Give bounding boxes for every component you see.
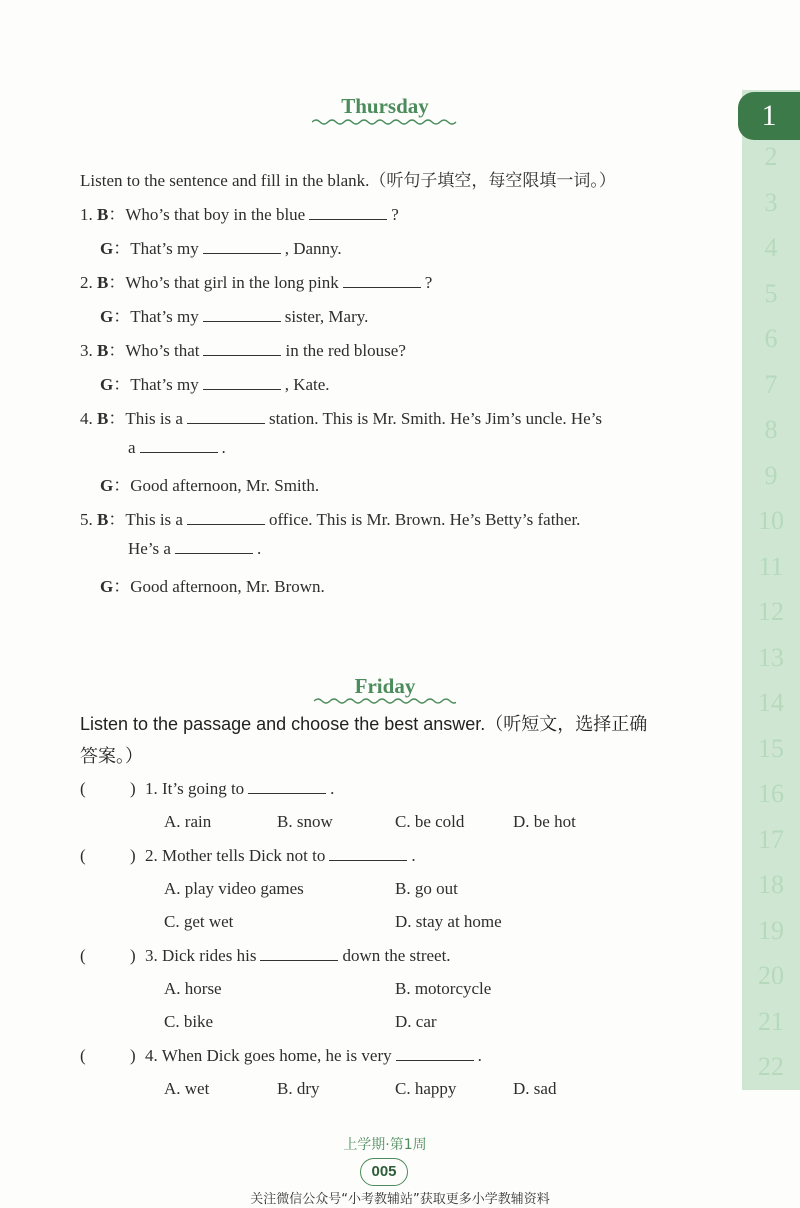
chapter-tab-14[interactable]: 14 [758, 688, 784, 717]
fill-blank-line [100, 234, 342, 259]
friday-title-underline [314, 697, 456, 705]
fill-blank-line [80, 268, 432, 293]
answer-option[interactable]: D. sad [513, 1079, 557, 1098]
chapter-tab-20[interactable]: 20 [758, 961, 784, 990]
answer-blank[interactable] [203, 239, 281, 254]
sentence-text: This is a [125, 510, 183, 529]
question-text: . [411, 846, 416, 865]
sentence-text: Good afternoon, Mr. Brown. [130, 577, 325, 596]
answer-blank[interactable] [203, 307, 281, 322]
answer-blank[interactable] [248, 779, 326, 794]
speaker-label: B [97, 273, 109, 292]
answer-option[interactable]: C. happy [395, 1079, 457, 1098]
answer-option[interactable]: D. car [395, 1012, 437, 1031]
speaker-label: G [100, 577, 114, 596]
answer-bracket-close[interactable]: ) [130, 846, 136, 865]
question-stem [145, 779, 334, 799]
question-text: . [330, 779, 335, 798]
answer-blank[interactable] [260, 946, 338, 961]
sentence-text: , Kate. [284, 375, 330, 394]
sentence-text: . [256, 539, 262, 558]
fill-blank-line [128, 438, 226, 458]
answer-option[interactable]: A. play video games [164, 879, 304, 898]
speaker-label: G [100, 476, 114, 495]
fill-blank-line [80, 336, 406, 361]
answer-bracket-open[interactable]: ( [80, 1046, 86, 1065]
chapter-tab-16[interactable]: 16 [758, 779, 784, 808]
chapter-tab-22[interactable]: 22 [758, 1052, 784, 1081]
speaker-label: B [97, 510, 109, 529]
question-stem [145, 846, 416, 866]
answer-bracket-open[interactable]: ( [80, 946, 86, 965]
sentence-text: He’s a [128, 539, 171, 558]
answer-option[interactable]: A. horse [164, 979, 222, 998]
item-number: 1. [80, 205, 97, 224]
question-text: 1. It’s going to [145, 779, 245, 798]
answer-option[interactable]: C. get wet [164, 912, 234, 931]
chapter-tab-5[interactable]: 5 [764, 278, 778, 308]
sentence-text: sister, Mary. [284, 307, 369, 326]
answer-blank[interactable] [140, 438, 218, 453]
answer-option[interactable]: D. stay at home [395, 912, 502, 931]
fill-blank-line [80, 200, 399, 225]
answer-blank[interactable] [187, 510, 265, 525]
chapter-tab-19[interactable]: 19 [758, 915, 784, 945]
chapter-tab-2[interactable]: 2 [764, 142, 778, 171]
question-text: 2. Mother tells Dick not to [145, 846, 326, 865]
chapter-tab-4[interactable]: 4 [764, 233, 778, 262]
chapter-tab-7[interactable]: 7 [764, 369, 778, 399]
thursday-title: Thursday [341, 94, 429, 118]
speaker-colon: ： [108, 205, 126, 224]
chapter-tab-21[interactable]: 21 [758, 1006, 784, 1036]
answer-option[interactable]: B. snow [277, 812, 333, 831]
speaker-colon: ： [108, 341, 126, 360]
chapter-tab-11[interactable]: 11 [758, 551, 784, 581]
question-text: 4. When Dick goes home, he is very [145, 1046, 392, 1065]
question-text: 3. Dick rides his [145, 946, 257, 965]
sentence-text: That’s my [130, 375, 199, 394]
question-text: . [477, 1046, 482, 1065]
chapter-tab-13[interactable]: 13 [758, 642, 784, 672]
speaker-colon: ： [108, 510, 126, 529]
answer-blank[interactable] [396, 1046, 474, 1061]
answer-bracket-close[interactable]: ) [130, 1046, 136, 1065]
sentence-text: Good afternoon, Mr. Smith. [130, 476, 320, 495]
answer-option[interactable]: A. wet [164, 1079, 210, 1098]
answer-blank[interactable] [175, 539, 253, 554]
speaker-label: G [100, 239, 114, 258]
answer-blank[interactable] [187, 409, 265, 424]
item-number: 5. [80, 510, 97, 529]
answer-option[interactable]: A. rain [164, 812, 212, 831]
item-number: 2. [80, 273, 97, 292]
sentence-text: This is a [125, 409, 183, 428]
answer-blank[interactable] [309, 205, 387, 220]
fill-blank-line [100, 471, 319, 496]
speaker-label: G [100, 375, 114, 394]
speaker-colon: ： [108, 273, 126, 292]
fill-blank-line [100, 572, 325, 597]
sentence-text: in the red blouse? [285, 341, 406, 360]
thursday-title-underline [312, 118, 460, 126]
item-number: 4. [80, 409, 97, 428]
answer-option[interactable]: B. go out [395, 879, 458, 898]
sentence-text: That’s my [130, 239, 199, 258]
sentence-text: , Danny. [284, 239, 342, 258]
answer-bracket-open[interactable]: ( [80, 779, 86, 798]
answer-option[interactable]: B. motorcycle [395, 979, 492, 998]
chapter-tab-6[interactable]: 6 [764, 324, 778, 353]
question-text: down the street. [342, 946, 451, 965]
sentence-text: Who’s that boy in the blue [125, 205, 306, 224]
thursday-instruction: Listen to the sentence and fill in the blank.（听句子填空，每空限填一词。） [80, 171, 616, 190]
question-stem [145, 1046, 482, 1066]
chapter-tab-8[interactable]: 8 [764, 415, 778, 444]
answer-bracket-close[interactable]: ) [130, 946, 136, 965]
sentence-text: Who’s that [125, 341, 200, 360]
footer-note: 关注微信公众号“小考教辅站”获取更多小学教辅资料 [250, 1192, 550, 1207]
answer-option[interactable]: C. bike [164, 1012, 214, 1031]
sentence-text: a [128, 438, 136, 457]
chapter-tab-3[interactable]: 3 [764, 187, 778, 217]
sentence-text: . [221, 438, 226, 457]
answer-option[interactable]: B. dry [277, 1079, 320, 1098]
speaker-colon: ： [113, 307, 131, 326]
fill-blank-line [100, 370, 330, 395]
footer-week-label: 上学期·第1周 [343, 1137, 427, 1153]
chapter-tab-9[interactable]: 9 [764, 460, 778, 490]
speaker-label: B [97, 341, 109, 360]
fill-blank-line [80, 505, 580, 530]
answer-blank[interactable] [329, 846, 407, 861]
friday-instruction-line1: Listen to the passage and choose the best answer.（听短文，选择正确 [80, 714, 648, 734]
fill-blank-line [128, 539, 261, 559]
answer-blank[interactable] [203, 375, 281, 390]
speaker-label: B [97, 205, 109, 224]
sentence-text: ? [391, 205, 399, 224]
page-number: 005 [360, 1158, 408, 1186]
fill-blank-line [80, 404, 602, 429]
answer-bracket-open[interactable]: ( [80, 846, 86, 865]
sentence-text: That’s my [130, 307, 199, 326]
answer-bracket-close[interactable]: ) [130, 779, 136, 798]
answer-option[interactable]: C. be cold [395, 812, 465, 831]
sentence-text: Who’s that girl in the long pink [125, 273, 339, 292]
item-number: 3. [80, 341, 97, 360]
answer-blank[interactable] [203, 341, 281, 356]
speaker-label: B [97, 409, 109, 428]
answer-option[interactable]: D. be hot [513, 812, 576, 831]
chapter-tab-18[interactable]: 18 [758, 870, 784, 899]
sentence-text: office. This is Mr. Brown. He’s Betty’s father. [268, 510, 581, 529]
chapter-tab-17[interactable]: 17 [758, 824, 784, 854]
sentence-text: ? [424, 273, 433, 292]
speaker-colon: ： [113, 375, 131, 394]
friday-instruction-line2: 答案。） [80, 746, 143, 766]
chapter-tab-15[interactable]: 15 [758, 733, 784, 763]
answer-blank[interactable] [343, 273, 421, 288]
chapter-tab-active[interactable]: 1 [738, 92, 800, 140]
chapter-tab-12[interactable]: 12 [758, 597, 784, 626]
friday-title: Friday [354, 674, 416, 698]
speaker-colon: ： [113, 476, 131, 495]
chapter-tab-10[interactable]: 10 [758, 506, 784, 535]
fill-blank-line [100, 302, 368, 327]
speaker-colon: ： [108, 409, 126, 428]
speaker-colon: ： [113, 577, 131, 596]
question-stem [145, 946, 451, 966]
speaker-colon: ： [113, 239, 131, 258]
speaker-label: G [100, 307, 114, 326]
sentence-text: station. This is Mr. Smith. He’s Jim’s uncle. He’s [268, 409, 603, 428]
